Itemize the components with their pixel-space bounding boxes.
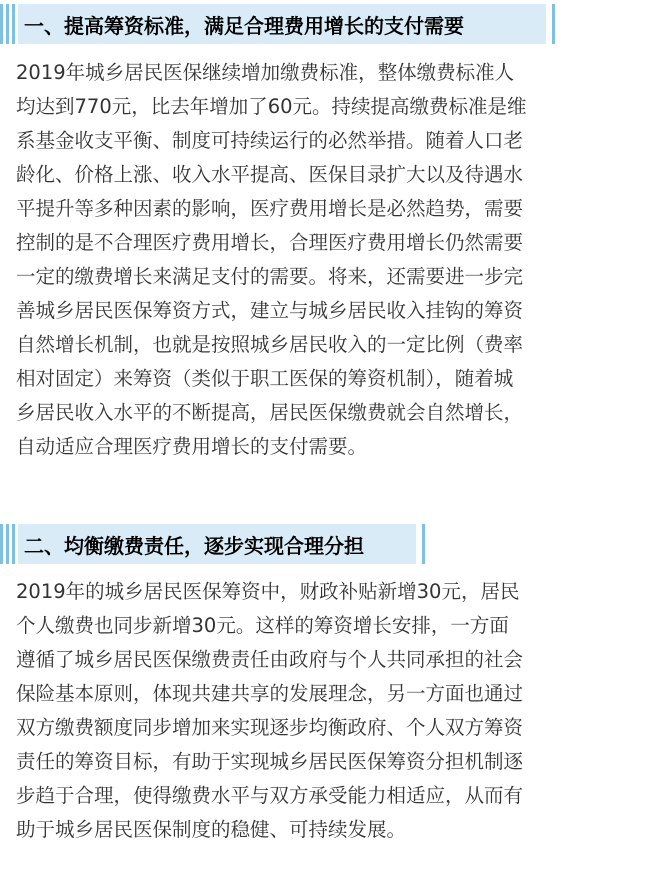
paragraph-line: 遵循了城乡居民医保缴费责任由政府与个人共同承担的社会 [16,648,524,671]
paragraph-line: 自然增长机制，也就是按照城乡居民收入的一定比例（费率 [16,333,524,356]
section-1-accent-bar-3 [12,4,15,44]
paragraph-line: 2019年城乡居民医保继续增加缴费标准，整体缴费标准人 [16,61,515,84]
paragraph-line: 一定的缴费增长来满足支付的需要。将来，还需要进一步完 [16,265,524,288]
paragraph-line: 2019年的城乡居民医保筹资中，财政补贴新增30元，居民 [16,580,520,603]
section-2-paragraph [16,575,638,847]
paragraph-line: 责任的筹资目标，有助于实现城乡居民医保筹资分担机制逐 [16,750,524,773]
section-1-accent-bar-1 [0,4,3,44]
paragraph-line: 平提升等多种因素的影响，医疗费用增长是必然趋势，需要 [16,197,524,220]
section-1-paragraph [16,56,638,464]
paragraph-line: 助于城乡居民医保制度的稳健、可持续发展。 [16,818,407,841]
paragraph-line: 步趋于合理，使得缴费水平与双方承受能力相适应，从而有 [16,784,524,807]
paragraph-line: 保险基本原则，体现共建共享的发展理念，另一方面也通过 [16,682,524,705]
section-2-accent-bar-3 [12,524,15,564]
section-2-accent-bar-2 [6,524,9,564]
paragraph-line: 个人缴费也同步新增30元。这样的筹资增长安排，一方面 [16,614,509,637]
section-1-heading [18,4,546,44]
paragraph-line: 控制的是不合理医疗费用增长，合理医疗费用增长仍然需要 [16,231,524,254]
paragraph-line: 善城乡居民医保筹资方式，建立与城乡居民收入挂钩的筹资 [16,299,524,322]
paragraph-line: 相对固定）来筹资（类似于职工医保的筹资机制），随着城 [16,367,514,390]
section-1-accent-bar-2 [6,4,9,44]
section-1-heading-text: 一、提高筹资标准，满足合理费用增长的支付需要 [24,13,464,38]
paragraph-line: 均达到770元，比去年增加了60元。持续提高缴费标准是维 [16,95,527,118]
paragraph-line: 双方缴费额度同步增加来实现逐步均衡政府、个人双方筹资 [16,716,524,739]
section-2-accent-bar-1 [0,524,3,564]
section-1-accent-bar-right [552,4,555,44]
paragraph-line: 系基金收支平衡、制度可持续运行的必然举措。随着人口老 [16,129,524,152]
paragraph-line: 乡居民收入水平的不断提高，居民医保缴费就会自然增长， [16,401,524,424]
paragraph-line: 自动适应合理医疗费用增长的支付需要。 [16,435,368,458]
section-2-accent-bar-right [422,524,425,564]
section-2-heading-text: 二、均衡缴费责任，逐步实现合理分担 [24,533,364,558]
paragraph-line: 龄化、价格上涨、收入水平提高、医保目录扩大以及待遇水 [16,163,524,186]
section-2-heading [18,524,416,564]
